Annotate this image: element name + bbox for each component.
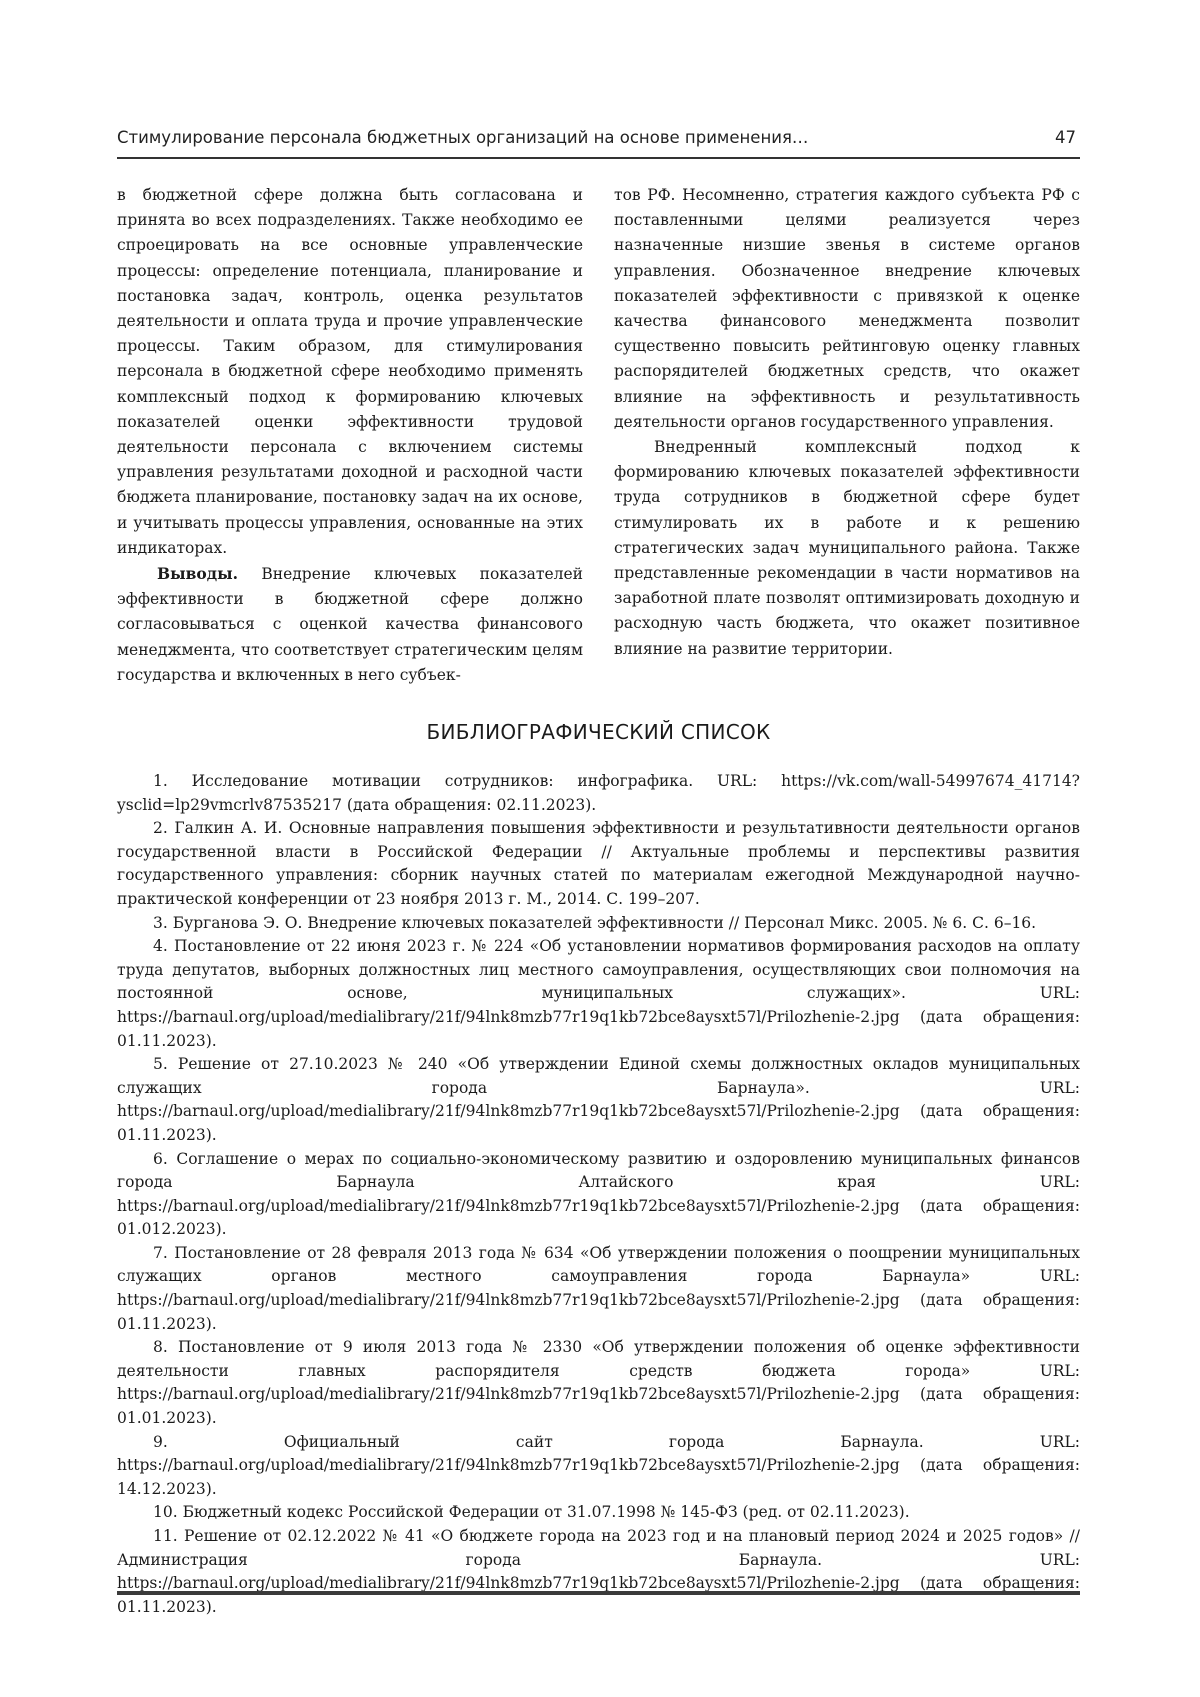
bibliography-list	[117, 770, 1080, 1619]
header-divider	[117, 157, 1080, 159]
bibliography-item: 5. Решение от 27.10.2023 № 240 «Об утверждении Единой схемы должностных окладов муниципальных служащих города Барнаула». URL: https://barnaul.org/upload/medialibrary/21f/94lnk8mzb77r19q1kb72bce8aysxt57l/Prilozhenie-2.jpg (дата обращения: 01.11.2023).	[117, 1053, 1080, 1147]
page-header	[117, 128, 1080, 158]
bibliography-item: 2. Галкин А. И. Основные направления повышения эффективности и результативности деятельности органов государственной власти в Российской Федерации // Актуальные проблемы и перспективы развития государственного управления: сборник научных статей по материалам ежегодной Международной научно-практической конференции от 23 ноября 2013 г. М., 2014. С. 199–207.	[117, 817, 1080, 911]
conclusions-label: Выводы.	[157, 564, 238, 583]
paragraph: Внедренный комплексный подход к формированию ключевых показателей эффективности труда сотрудников в бюджетной сфере будет стимулировать их в работе и к решению стратегических задач муниципального района. Также представленные рекомендации в части нормативов на заработной плате позволят оптимизировать доходную и расходную часть бюджета, что окажет позитивное влияние на развитие территории.	[614, 435, 1080, 662]
bibliography-item: 8. Постановление от 9 июля 2013 года № 2330 «Об утверждении положения об оценке эффективности деятельности главных распорядителя средств бюджета города» URL: https://barnaul.org/upload/medialibrary/21f/94lnk8mzb77r19q1kb72bce8aysxt57l/Prilozhenie-2.jpg (дата обращения: 01.01.2023).	[117, 1336, 1080, 1430]
bibliography-item: 4. Постановление от 22 июня 2023 г. № 224 «Об установлении нормативов формирования расходов на оплату труда депутатов, выборных должностных лиц местного самоуправления, осуществляющих свои полномочия на постоянной основе, муниципальных служащих». URL: https://barnaul.org/upload/medialibrary/21f/94lnk8mzb77r19q1kb72bce8aysxt57l/Prilozhenie-2.jpg (дата обращения: 01.11.2023).	[117, 935, 1080, 1053]
conclusions-text: Внедрение ключевых показателей эффективности в бюджетной сфере должно согласовываться с оценкой качества финансового менеджмента, что соответствует стратегическим целям государства и включенных в него субъек-	[117, 565, 583, 684]
paragraph: в бюджетной сфере должна быть согласована и принята во всех подразделениях. Также необходимо ее спроецировать на все основные управленческие процессы: определение потенциала, планирование и постановка задач, контроль, оценка результатов деятельности и оплата труда и прочие управленческие процессы. Таким образом, для стимулирования персонала в бюджетной сфере необходимо применять комплексный подход к формированию ключевых показателей оценки эффективности трудовой деятельности персонала с включением системы управления результатами доходной и расходной части бюджета планирование, постановку задач на их основе, и учитывать процессы управления, основанные на этих индикаторах.	[117, 183, 583, 561]
footer-divider	[117, 1591, 1080, 1595]
bibliography-item: 11. Решение от 02.12.2022 № 41 «О бюджете города на 2023 год и на плановый период 2024 и 2025 годов» // Администрация города Барнаула. URL: https://barnaul.org/upload/medialibrary/21f/94lnk8mzb77r19q1kb72bce8aysxt57l/Prilozhenie-2.jpg (дата обращения: 01.11.2023).	[117, 1525, 1080, 1619]
left-column	[117, 183, 583, 688]
bibliography-item: 7. Постановление от 28 февраля 2013 года № 634 «Об утверждении положения о поощрении муниципальных служащих органов местного самоуправления города Барнаула» URL: https://barnaul.org/upload/medialibrary/21f/94lnk8mzb77r19q1kb72bce8aysxt57l/Prilozhenie-2.jpg (дата обращения: 01.11.2023).	[117, 1242, 1080, 1336]
bibliography-title: БИБЛИОГРАФИЧЕСКИЙ СПИСОК	[117, 720, 1080, 744]
page-number: 47	[1055, 128, 1076, 147]
running-title: Стимулирование персонала бюджетных организаций на основе применения…	[117, 128, 808, 147]
bibliography-item: 3. Бурганова Э. О. Внедрение ключевых показателей эффективности // Персонал Микс. 2005. № 6. С. 6–16.	[117, 912, 1080, 936]
bibliography-item: 9. Официальный сайт города Барнаула. URL: https://barnaul.org/upload/medialibrary/21f/94lnk8mzb77r19q1kb72bce8aysxt57l/Prilozhenie-2.jpg (дата обращения: 14.12.2023).	[117, 1431, 1080, 1502]
bibliography-item: 10. Бюджетный кодекс Российской Федерации от 31.07.1998 № 145-ФЗ (ред. от 02.11.2023).	[117, 1501, 1080, 1525]
bibliography-item: 6. Соглашение о мерах по социально-экономическому развитию и оздоровлению муниципальных финансов города Барнаула Алтайского края URL: https://barnaul.org/upload/medialibrary/21f/94lnk8mzb77r19q1kb72bce8aysxt57l/Prilozhenie-2.jpg (дата обращения: 01.012.2023).	[117, 1148, 1080, 1242]
conclusions-paragraph	[117, 561, 583, 688]
journal-page	[0, 0, 1200, 1697]
bibliography-item: 1. Исследование мотивации сотрудников: инфографика. URL: https://vk.com/wall-54997674_41714?ysclid=lp29vmcrlv87535217 (дата обращения: 02.11.2023).	[117, 770, 1080, 817]
right-column	[614, 183, 1080, 662]
paragraph: тов РФ. Несомненно, стратегия каждого субъекта РФ с поставленными целями реализуется через назначенные низшие звенья в системе органов управления. Обозначенное внедрение ключевых показателей эффективности с привязкой к оценке качества финансового менеджмента позволит существенно повысить рейтинговую оценку главных распорядителей бюджетных средств, что окажет влияние на эффективность и результативность деятельности органов государственного управления.	[614, 183, 1080, 435]
